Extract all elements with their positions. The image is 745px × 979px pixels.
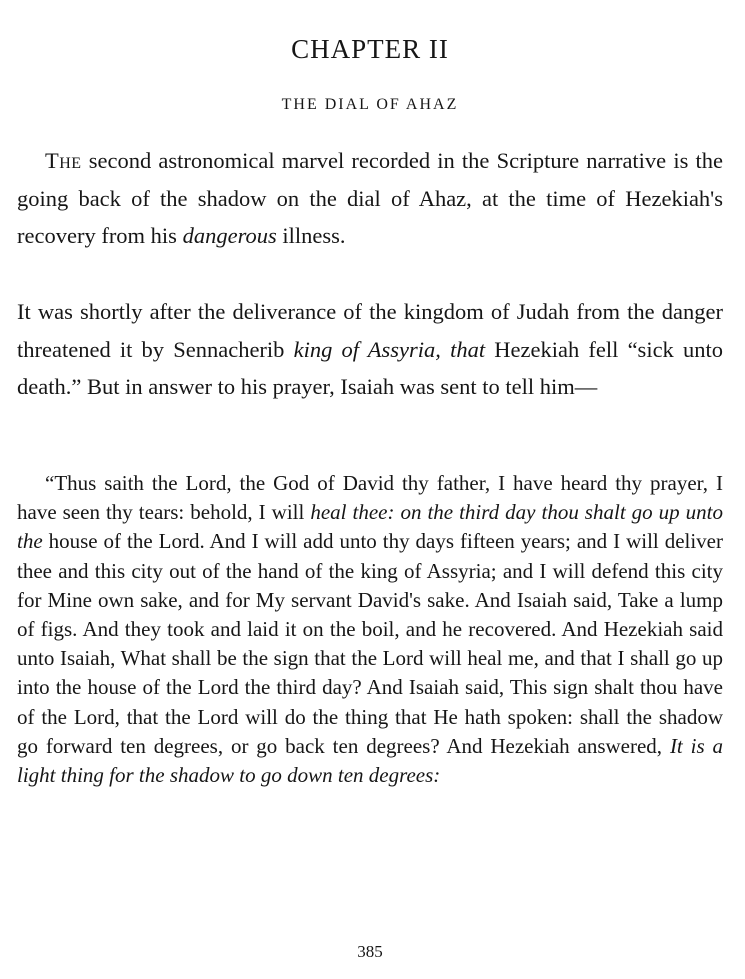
book-page (17, 0, 723, 979)
quote-italic-1: heal thee: on the third day thou shalt go up unto the (17, 500, 723, 554)
scripture-quote (17, 469, 723, 790)
chapter-title: CHAPTER II (291, 34, 449, 64)
quote-part-1: “Thus saith the Lord, the God of David thy father, I have heard thy prayer, I have seen thy tears: behold, I will (17, 471, 723, 525)
paragraph-2-text: It was shortly after the deliverance of the kingdom of Judah from the danger threatened it by Sennacherib (17, 299, 723, 362)
quote-italic-2: It is a light thing for the shadow to go down ten degrees: (17, 733, 723, 788)
chapter-subtitle: THE DIAL OF AHAZ (281, 96, 459, 113)
paragraph-2-italic: king of Assyria, that (293, 336, 486, 362)
paragraph-1-end: illness. (276, 223, 346, 248)
page-number: 385 (357, 942, 383, 961)
paragraph-1-text: second astronomical marvel recorded in the Scripture narrative is the going back of the shadow on the dial of Ahaz, at the time of Hezekiah's recovery from his (17, 148, 723, 248)
paragraph-2-end: Hezekiah fell “sick unto death.” But in answer to his prayer, Isaiah was sent to tell him— (17, 336, 723, 399)
paragraph-1 (17, 142, 723, 255)
paragraph-1-lead-word: The (45, 148, 82, 173)
quote-part-2: house of the Lord. And I will add unto thy days fifteen years; and I will deliver thee and this city out of the hand of the king of Assyria; and I will defend this city for Mine own sake, and for My servant David's sake. And Isaiah said, Take a lump of figs. And they took and laid it on the boil, and he recovered. And Hezekiah said unto Isaiah, What shall be the sign that the Lord will heal me, and that I shall go up into the house of the Lord the third day? And Isaiah said, This sign shalt thou have of the Lord, that the Lord will do the thing that He hath spoken: shall the shadow go forward ten degrees, or go back ten degrees? And Hezekiah answered, (17, 529, 723, 758)
paragraph-2 (17, 293, 723, 406)
paragraph-1-italic: dangerous (182, 223, 277, 248)
